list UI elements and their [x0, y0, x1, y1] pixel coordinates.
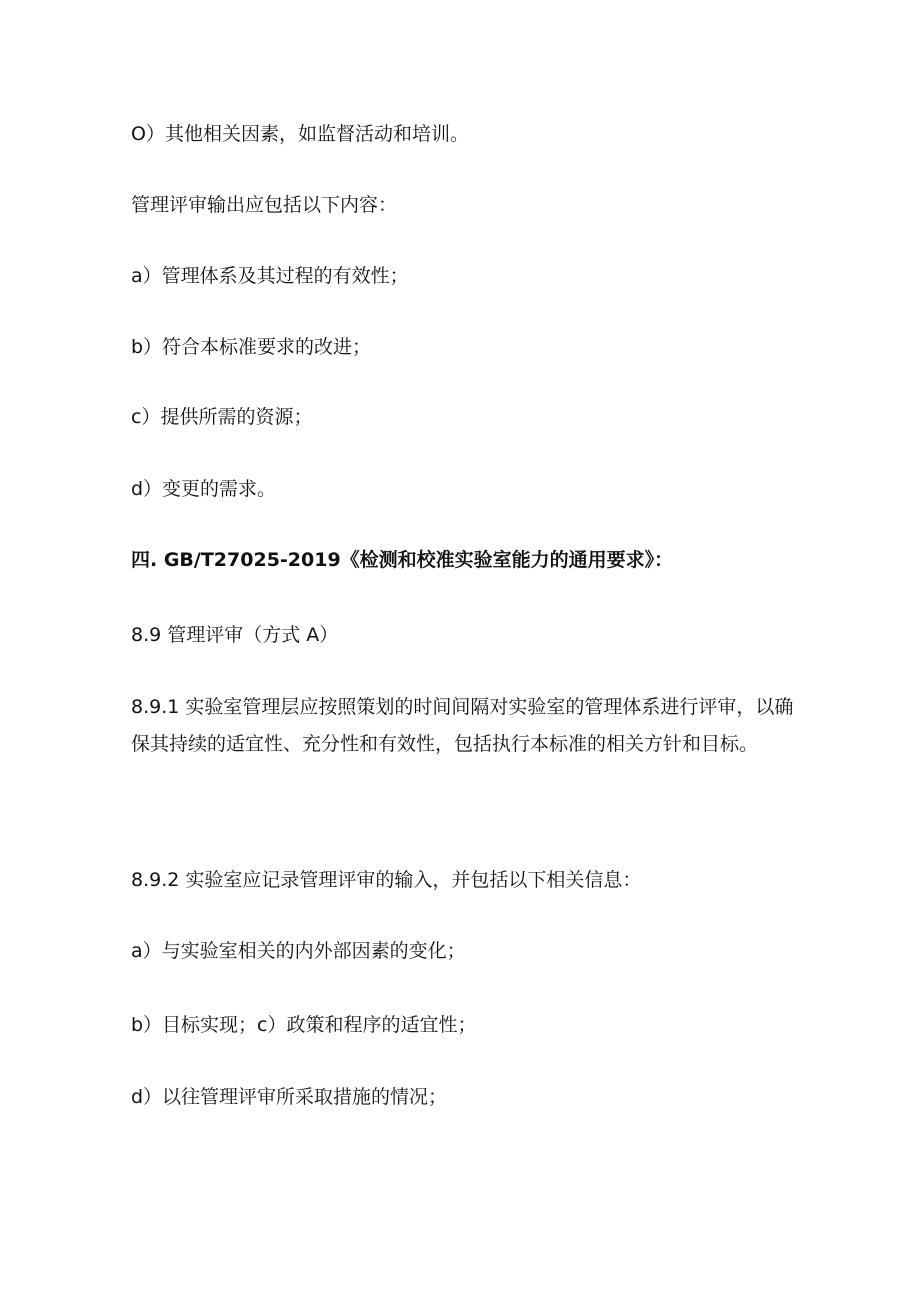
output-item-c: c）提供所需的资源；: [131, 406, 313, 428]
section-heading-four: 四. GB/T27025-2019《检测和校准实验室能力的通用要求》：: [131, 549, 674, 571]
item-o-other-factors: O）其他相关因素，如监督活动和培训。: [131, 123, 469, 145]
review-output-intro: 管理评审输出应包括以下内容：: [131, 194, 398, 216]
input-item-b-c: b）目标实现；c）政策和程序的适宜性；: [131, 1014, 477, 1036]
section-8-9-title: 8.9 管理评审（方式 A）: [131, 624, 339, 646]
output-item-b: b）符合本标准要求的改进；: [131, 336, 372, 358]
output-item-a: a）管理体系及其过程的有效性；: [131, 265, 409, 287]
section-8-9-1-paragraph: 8.9.1 实验室管理层应按照策划的时间间隔对实验室的管理体系进行评审，以确保其持续的适宜性、充分性和有效性，包括执行本标准的相关方针和目标。: [131, 696, 794, 755]
input-item-d: d）以往管理评审所采取措施的情况；: [131, 1086, 448, 1108]
output-item-d: d）变更的需求。: [131, 478, 277, 500]
input-item-a: a）与实验室相关的内外部因素的变化；: [131, 940, 466, 962]
section-8-9-2-paragraph: 8.9.2 实验室应记录管理评审的输入，并包括以下相关信息：: [131, 869, 642, 891]
